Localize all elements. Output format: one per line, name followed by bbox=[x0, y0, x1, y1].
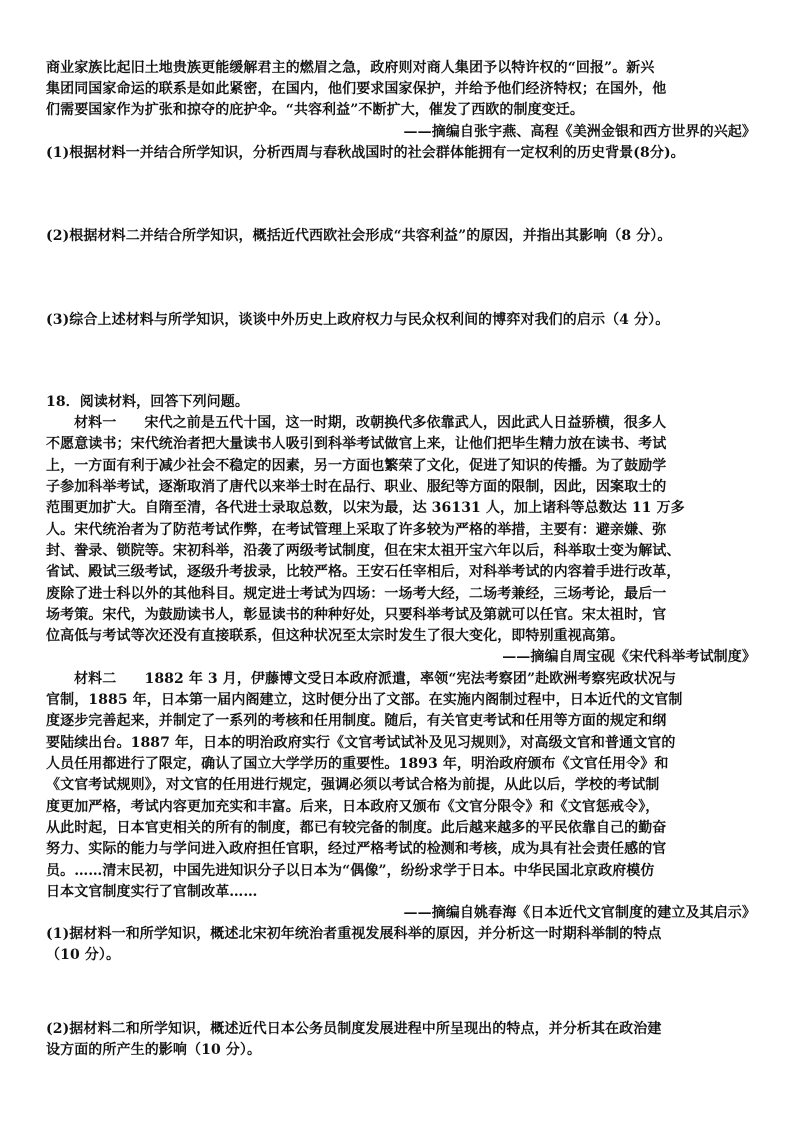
material-text-line: 努力、实际的能力与学问进入政府担任官职，经过严格考试的检测和考核，成为具有社会责任感的官 bbox=[46, 841, 667, 857]
material-text-line: 场考策。宋代，为鼓励读书人，彰显读书的种种好处，只要科举考试及第就可以任官。宋太祖时，官 bbox=[46, 607, 667, 623]
question-18-1-cont: （10 分）。 bbox=[46, 947, 121, 963]
material-source: ——摘编自周宝砚《宋代科举考试制度》 bbox=[502, 649, 756, 665]
question-18-2-cont: 设方面的所产生的影响（10 分）。 bbox=[46, 1042, 262, 1058]
material-text-line: 材料二 1882 年 3 月，伊藤博文受日本政府派遣，率领“宪法考察团”赴欧洲考察宪政状况与 bbox=[74, 671, 677, 687]
material-text-line: 从此时起，日本官吏相关的所有的制度，都已有较完备的制度。此后越来越多的平民依靠自己的勤奋 bbox=[46, 820, 667, 836]
material-text-line: 日本文官制度实行了官制改革…… bbox=[46, 884, 258, 900]
material-text-line: 人。宋代统治者为了防范考试作弊，在考试管理上采取了许多较为严格的举措，主要有：避亲嫌、弥 bbox=[46, 522, 667, 538]
material-text-line: 要陆续出台。1887 年，日本的明治政府实行《文官考试试补及见习规则》，对高级文官和普通文官的 bbox=[46, 735, 676, 751]
question-17-3: (3)综合上述材料与所学知识，谈谈中外历史上政府权力与民众权利间的博弈对我们的启示（4 分）。 bbox=[46, 312, 670, 328]
material-text-line: 度逐步完善起来，并制定了一系列的考核和任用制度。随后，有关官吏考试和任用等方面的规定和纲 bbox=[46, 713, 667, 729]
material-text-line: 们需要国家作为扩张和掠夺的庇护伞。“共容利益”不断扩大，催发了西欧的制度变迁。 bbox=[46, 102, 585, 118]
material-text-line: 范围更加扩大。自隋至清，各代进士录取总数，以宋为最，达 36131 人，加上诸科等总数达 11 万多 bbox=[46, 500, 685, 516]
question-17-1: (1)根据材料一并结合所学知识，分析西周与春秋战国时的社会群体能拥有一定权利的历史背景(8分)。 bbox=[46, 145, 685, 161]
material-text-line: 材料一 宋代之前是五代十国，这一时期，改朝换代多依靠武人，因此武人日益骄横，很多人 bbox=[74, 415, 667, 431]
material-text-line: 《文官考试规则》，对文官的任用进行规定，强调必须以考试合格为前提，从此以后，学校的考试制 bbox=[46, 777, 660, 793]
material-source: ——摘编自姚春海《日本近代文官制度的建立及其启示》 bbox=[403, 905, 756, 921]
material-text-line: 位高低与考试等次还没有直接联系，但这种状况至太宗时发生了很大变化，即特别重视高第。 bbox=[46, 628, 625, 644]
material-source: ——摘编自张宇燕、高程《美洲金银和西方世界的兴起》 bbox=[403, 124, 756, 140]
material-text-line: 度更加严格，考试内容更加充实和丰富。后来，日本政府又颁布《文官分限令》和《文官惩戒令》， bbox=[46, 799, 660, 815]
material-text-line: 上，一方面有利于减少社会不稳定的因素，另一方面也繁荣了文化，促进了知识的传播。为了鼓励学 bbox=[46, 458, 667, 474]
question-18-2: (2)据材料二和所学知识，概述近代日本公务员制度发展进程中所呈现出的特点，并分析其在政治建 bbox=[46, 1021, 662, 1037]
material-text-line: 省试、殿试三级考试，逐级升考拔录，比较严格。王安石任宰相后，对科举考试的内容着手进行改革， bbox=[46, 564, 681, 580]
material-text-line: 员。……清末民初，中国先进知识分子以日本为“偶像”，纷纷求学于日本。中华民国北京政府模仿 bbox=[46, 863, 655, 879]
material-text-line: 废除了进士科以外的其他科目。规定进士考试为四场：一场考大经，二场考兼经，三场考论，最后一 bbox=[46, 586, 667, 602]
question-18-1: (1)据材料一和所学知识，概述北宋初年统治者重视发展科举的原因，并分析这一时期科举制的特点 bbox=[46, 926, 662, 942]
question-18-title: 18．阅读材料，回答下列问题。 bbox=[46, 394, 249, 410]
question-17-2: (2)根据材料二并结合所学知识，概括近代西欧社会形成“共容利益”的原因，并指出其影响（8 分）。 bbox=[46, 228, 672, 244]
material-text-line: 封、誊录、锁院等。宋初科举，沿袭了两级考试制度，但在宋太祖开宝六年以后，科举取士变为解试、 bbox=[46, 543, 681, 559]
material-text-line: 子参加科举考试，逐渐取消了唐代以来举士时在品行、职业、服纪等方面的限制，因此，因案取士的 bbox=[46, 479, 667, 495]
material-text-line: 不愿意读书；宋代统治者把大量读书人吸引到科举考试做官上来，让他们把毕生精力放在读书、考试 bbox=[46, 436, 667, 452]
material-text-line: 商业家族比起旧土地贵族更能缓解君主的燃眉之急，政府则对商人集团予以特许权的“回报”。新兴 bbox=[46, 60, 655, 76]
material-text-line: 人员任用都进行了限定，确认了国立大学学历的重要性。1893 年，明治政府颁布《文官任用令》和 bbox=[46, 756, 669, 772]
material-text-line: 官制，1885 年，日本第一届内阁建立，这时便分出了文部。在实施内阁制过程中，日本近代的文官制 bbox=[46, 692, 683, 708]
material-text-line: 集团同国家命运的联系是如此紧密，在国内，他们要求国家保护，并给予他们经济特权；在国外，他 bbox=[46, 81, 667, 97]
